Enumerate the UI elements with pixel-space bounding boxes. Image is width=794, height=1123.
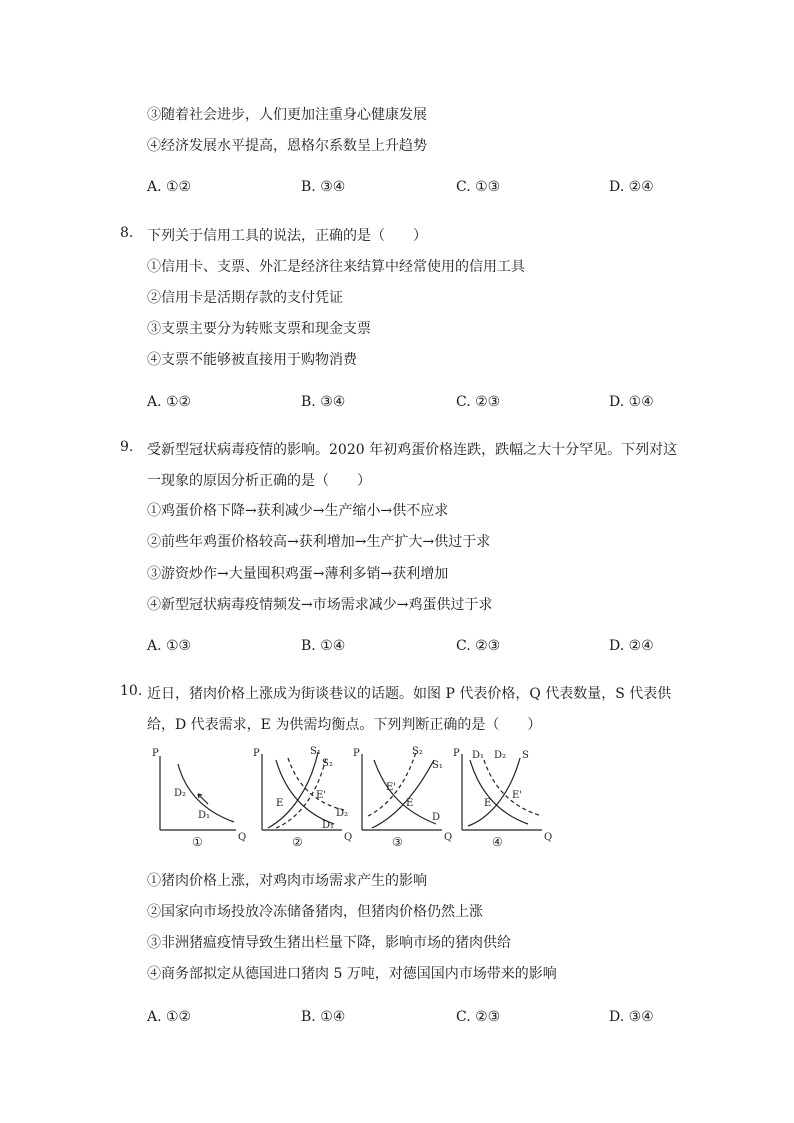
figure-4-demand-d2 [484, 760, 542, 816]
figure-2-number: ② [292, 835, 303, 849]
figure-2-supply-s1 [268, 752, 318, 828]
figure-3-s1-label: S₁ [432, 760, 443, 771]
q8-item-3: ③支票主要分为转账支票和现金支票 [147, 321, 371, 337]
figure-1-movement-arrow [198, 794, 208, 804]
q8-option-c: C. ②③ [456, 394, 501, 410]
figure-2-q-label: Q [344, 832, 353, 843]
q7-item-3: ③随着社会进步，人们更加注重身心健康发展 [147, 107, 427, 123]
q9-item-3: ③游资炒作→大量囤积鸡蛋→薄利多销→获利增加 [147, 566, 449, 582]
q10-option-a: A. ①② [147, 1009, 192, 1025]
figure-1-d2-label: D₂ [174, 788, 187, 799]
q8-option-b: B. ③④ [301, 394, 346, 410]
figure-4-number: ④ [492, 835, 503, 849]
q10-item-2: ②国家向市场投放冷冻储备猪肉，但猪肉价格仍然上涨 [147, 904, 483, 920]
q8-stem: 下列关于信用工具的说法，正确的是（ ） [147, 228, 427, 244]
q8-item-2: ②信用卡是活期存款的支付凭证 [147, 290, 343, 306]
figure-3-q-label: Q [444, 832, 453, 843]
q9-option-c: C. ②③ [456, 638, 501, 654]
q10-item-4: ④商务部拟定从德国进口猪肉 5 万吨，对德国国内市场带来的影响 [147, 966, 557, 982]
figure-2-s1-label: S₁ [310, 746, 321, 757]
q9-item-2: ②前些年鸡蛋价格较高→获利增加→生产扩大→供过于求 [147, 534, 491, 550]
figure-4-s-label: S [522, 750, 529, 761]
q10-stem-line-2: 给，D 代表需求，E 为供需均衡点。下列判断正确的是（ ） [147, 717, 542, 733]
figure-1-q-label: Q [238, 832, 247, 843]
q7-option-b: B. ③④ [301, 179, 346, 195]
q10-option-b: B. ①④ [301, 1009, 346, 1025]
q9-stem-line-2: 一现象的原因分析正确的是（ ） [147, 473, 371, 489]
q10-stem-line-1: 近日，猪肉价格上涨成为街谈巷议的话题。如图 P 代表价格，Q 代表数量，S 代表供 [147, 686, 672, 702]
q9-item-4: ④新型冠状病毒疫情频发→市场需求减少→鸡蛋供过于求 [147, 597, 493, 613]
figure-2-p-label: P [253, 748, 260, 759]
q10-item-1: ①猪肉价格上涨，对鸡肉市场需求产生的影响 [147, 873, 427, 889]
figure-3-supply-s1 [372, 760, 434, 828]
supply-demand-figures-svg [150, 744, 553, 854]
figure-4-p-label: P [453, 748, 460, 759]
figure-3-demand-d [374, 760, 436, 824]
q8-option-a: A. ①② [147, 394, 192, 410]
figure-4-e2-label: E' [512, 790, 523, 801]
q9-stem-line-1: 受新型冠状病毒疫情的影响。2020 年初鸡蛋价格连跌，跌幅之大十分罕见。下列对这 [147, 442, 678, 458]
q8-item-1: ①信用卡、支票、外汇是经济往来结算中经常使用的信用工具 [147, 259, 525, 275]
figure-2-d2-label: D₂ [336, 808, 349, 819]
supply-demand-figures [150, 744, 553, 854]
q9-option-a: A. ①③ [147, 638, 192, 654]
q7-option-c: C. ①③ [456, 179, 501, 195]
q10-option-d: D. ③④ [609, 1009, 654, 1025]
q9-option-d: D. ②④ [609, 638, 654, 654]
figure-3-d-label: D [432, 812, 441, 823]
figure-4-q-label: Q [544, 832, 553, 843]
q8-option-d: D. ①④ [609, 394, 654, 410]
figure-1-d1-label: D₁ [198, 810, 211, 821]
q10-item-3: ③非洲猪瘟疫情导致生猪出栏量下降，影响市场的猪肉供给 [147, 935, 511, 951]
q9-number: 9. [120, 439, 134, 455]
figure-1-number: ① [192, 835, 203, 849]
q8-number: 8. [120, 225, 134, 241]
figure-3-number: ③ [392, 835, 403, 849]
figure-3-p-label: P [353, 748, 360, 759]
q8-item-4: ④支票不能够被直接用于购物消费 [147, 352, 357, 368]
q9-item-1: ①鸡蛋价格下降→获利减少→生产缩小→供不应求 [147, 503, 449, 519]
figure-4-e-label: E [484, 798, 492, 809]
figure-2-d1-label: D₁ [322, 820, 335, 831]
q10-option-c: C. ②③ [456, 1009, 501, 1025]
q7-option-d: D. ②④ [609, 179, 654, 195]
figure-4-d2-label: D₂ [494, 750, 507, 761]
figure-1-p-label: P [152, 748, 159, 759]
q7-item-4: ④经济发展水平提高，恩格尔系数呈上升趋势 [147, 138, 427, 154]
figure-2-e2-label: E' [316, 790, 327, 801]
figure-2-s2-label: S₂ [322, 758, 333, 769]
q10-number: 10. [120, 683, 143, 699]
q9-option-b: B. ①④ [301, 638, 346, 654]
figure-4-d1-label: D₁ [472, 750, 485, 761]
figure-3-e2-label: E' [386, 782, 397, 793]
figure-2-e-label: E [276, 798, 284, 809]
figure-3-axes [362, 754, 442, 830]
figure-3-s2-label: S₂ [412, 746, 423, 757]
figure-3-e-label: E [406, 798, 414, 809]
q7-option-a: A. ①② [147, 179, 192, 195]
